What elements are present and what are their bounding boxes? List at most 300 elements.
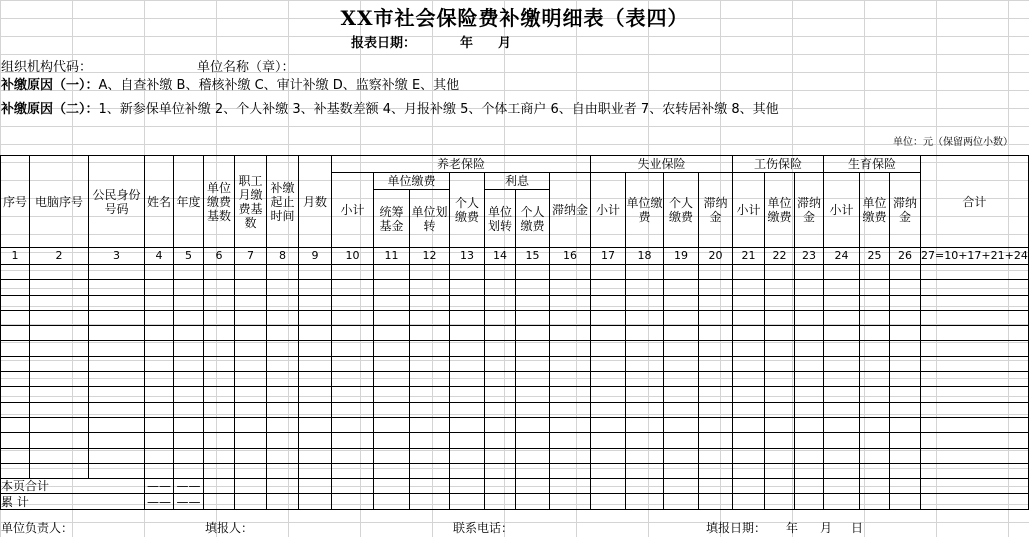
table-cell[interactable] — [89, 402, 145, 417]
table-cell[interactable] — [699, 295, 733, 310]
table-cell[interactable] — [921, 265, 1029, 280]
table-cell[interactable] — [765, 265, 795, 280]
table-cell[interactable] — [267, 326, 299, 341]
table-cell[interactable] — [410, 417, 450, 432]
table-cell[interactable] — [733, 387, 765, 402]
table-cell[interactable] — [733, 341, 765, 356]
table-cell[interactable] — [795, 417, 824, 432]
table-cell[interactable] — [299, 372, 332, 387]
table-cell[interactable] — [374, 341, 410, 356]
table-cell[interactable] — [795, 448, 824, 463]
table-cell[interactable] — [332, 433, 374, 448]
table-cell[interactable] — [890, 372, 921, 387]
table-cell[interactable] — [450, 295, 485, 310]
table-cell[interactable] — [765, 433, 795, 448]
table-cell[interactable] — [921, 356, 1029, 371]
table-cell[interactable] — [516, 448, 550, 463]
table-cell[interactable] — [450, 280, 485, 295]
table-cell[interactable] — [664, 448, 699, 463]
table-cell[interactable] — [235, 356, 267, 371]
table-cell[interactable] — [145, 310, 174, 325]
table-cell[interactable] — [795, 341, 824, 356]
table-cell[interactable] — [374, 433, 410, 448]
table-cell[interactable] — [890, 387, 921, 402]
table-cell[interactable] — [550, 280, 591, 295]
table-cell[interactable] — [332, 387, 374, 402]
table-cell[interactable] — [332, 280, 374, 295]
table-cell[interactable] — [550, 265, 591, 280]
table-cell[interactable] — [30, 402, 89, 417]
table-cell[interactable] — [591, 417, 626, 432]
table-cell[interactable] — [516, 417, 550, 432]
table-cell[interactable] — [824, 448, 860, 463]
table-cell[interactable] — [1, 448, 30, 463]
table-cell[interactable] — [204, 448, 235, 463]
table-cell[interactable] — [550, 417, 591, 432]
table-cell[interactable] — [235, 402, 267, 417]
table-cell[interactable] — [699, 463, 733, 478]
table-cell[interactable] — [699, 402, 733, 417]
table-cell[interactable] — [1, 417, 30, 432]
table-cell[interactable] — [591, 280, 626, 295]
table-cell[interactable] — [733, 326, 765, 341]
table-cell[interactable] — [332, 356, 374, 371]
table-cell[interactable] — [921, 372, 1029, 387]
table-cell[interactable] — [516, 356, 550, 371]
table-cell[interactable] — [374, 280, 410, 295]
table-cell[interactable] — [860, 417, 890, 432]
table-cell[interactable] — [664, 295, 699, 310]
table-cell[interactable] — [626, 433, 664, 448]
table-cell[interactable] — [332, 310, 374, 325]
table-cell[interactable] — [795, 463, 824, 478]
table-cell[interactable] — [374, 448, 410, 463]
table-cell[interactable] — [450, 463, 485, 478]
table-cell[interactable] — [235, 326, 267, 341]
table-cell[interactable] — [89, 417, 145, 432]
table-cell[interactable] — [204, 356, 235, 371]
table-cell[interactable] — [699, 280, 733, 295]
table-cell[interactable] — [332, 402, 374, 417]
table-cell[interactable] — [30, 341, 89, 356]
table-cell[interactable] — [1, 265, 30, 280]
table-cell[interactable] — [30, 265, 89, 280]
table-cell[interactable] — [921, 448, 1029, 463]
table-cell[interactable] — [516, 280, 550, 295]
table-cell[interactable] — [30, 463, 89, 478]
table-cell[interactable] — [664, 280, 699, 295]
table-cell[interactable] — [235, 463, 267, 478]
table-cell[interactable] — [450, 417, 485, 432]
table-cell[interactable] — [824, 372, 860, 387]
table-cell[interactable] — [795, 433, 824, 448]
table-cell[interactable] — [860, 356, 890, 371]
table-cell[interactable] — [267, 417, 299, 432]
table-cell[interactable] — [1, 387, 30, 402]
table-cell[interactable] — [410, 356, 450, 371]
table-cell[interactable] — [824, 265, 860, 280]
table-cell[interactable] — [591, 433, 626, 448]
table-cell[interactable] — [733, 402, 765, 417]
table-cell[interactable] — [174, 433, 204, 448]
table-cell[interactable] — [174, 402, 204, 417]
table-cell[interactable] — [145, 417, 174, 432]
table-cell[interactable] — [550, 372, 591, 387]
table-cell[interactable] — [299, 463, 332, 478]
table-cell[interactable] — [699, 326, 733, 341]
table-cell[interactable] — [235, 341, 267, 356]
table-cell[interactable] — [733, 265, 765, 280]
table-cell[interactable] — [1, 295, 30, 310]
table-cell[interactable] — [921, 341, 1029, 356]
table-cell[interactable] — [890, 402, 921, 417]
table-cell[interactable] — [591, 326, 626, 341]
table-cell[interactable] — [267, 310, 299, 325]
table-cell[interactable] — [332, 463, 374, 478]
table-cell[interactable] — [733, 295, 765, 310]
table-cell[interactable] — [795, 402, 824, 417]
table-cell[interactable] — [795, 295, 824, 310]
table-cell[interactable] — [921, 280, 1029, 295]
table-cell[interactable] — [485, 295, 516, 310]
table-cell[interactable] — [374, 372, 410, 387]
table-cell[interactable] — [410, 402, 450, 417]
table-cell[interactable] — [174, 341, 204, 356]
table-cell[interactable] — [591, 402, 626, 417]
table-cell[interactable] — [410, 387, 450, 402]
table-cell[interactable] — [1, 356, 30, 371]
table-cell[interactable] — [174, 387, 204, 402]
table-cell[interactable] — [765, 326, 795, 341]
table-cell[interactable] — [860, 402, 890, 417]
table-cell[interactable] — [860, 265, 890, 280]
table-cell[interactable] — [699, 356, 733, 371]
table-cell[interactable] — [374, 326, 410, 341]
table-cell[interactable] — [626, 295, 664, 310]
table-cell[interactable] — [410, 326, 450, 341]
table-cell[interactable] — [30, 387, 89, 402]
table-cell[interactable] — [235, 448, 267, 463]
table-cell[interactable] — [591, 310, 626, 325]
table-cell[interactable] — [30, 356, 89, 371]
table-cell[interactable] — [550, 341, 591, 356]
table-cell[interactable] — [765, 448, 795, 463]
table-cell[interactable] — [299, 356, 332, 371]
table-cell[interactable] — [89, 387, 145, 402]
table-cell[interactable] — [30, 448, 89, 463]
table-cell[interactable] — [450, 433, 485, 448]
table-cell[interactable] — [733, 280, 765, 295]
table-cell[interactable] — [550, 448, 591, 463]
table-cell[interactable] — [516, 402, 550, 417]
table-cell[interactable] — [267, 402, 299, 417]
table-cell[interactable] — [145, 463, 174, 478]
table-cell[interactable] — [860, 295, 890, 310]
table-cell[interactable] — [860, 448, 890, 463]
table-cell[interactable] — [550, 402, 591, 417]
table-cell[interactable] — [699, 341, 733, 356]
table-cell[interactable] — [410, 341, 450, 356]
table-cell[interactable] — [765, 402, 795, 417]
table-cell[interactable] — [174, 372, 204, 387]
table-cell[interactable] — [299, 387, 332, 402]
table-cell[interactable] — [664, 402, 699, 417]
table-cell[interactable] — [516, 341, 550, 356]
table-cell[interactable] — [174, 356, 204, 371]
table-cell[interactable] — [626, 448, 664, 463]
table-cell[interactable] — [765, 417, 795, 432]
table-cell[interactable] — [921, 433, 1029, 448]
table-cell[interactable] — [30, 433, 89, 448]
table-cell[interactable] — [550, 295, 591, 310]
table-cell[interactable] — [626, 372, 664, 387]
table-cell[interactable] — [267, 341, 299, 356]
table-cell[interactable] — [485, 463, 516, 478]
table-cell[interactable] — [235, 387, 267, 402]
table-cell[interactable] — [374, 402, 410, 417]
table-cell[interactable] — [267, 387, 299, 402]
table-cell[interactable] — [410, 280, 450, 295]
table-cell[interactable] — [824, 295, 860, 310]
table-cell[interactable] — [824, 417, 860, 432]
table-cell[interactable] — [374, 265, 410, 280]
table-cell[interactable] — [550, 310, 591, 325]
table-cell[interactable] — [890, 265, 921, 280]
table-cell[interactable] — [516, 372, 550, 387]
table-cell[interactable] — [733, 448, 765, 463]
table-cell[interactable] — [664, 463, 699, 478]
table-cell[interactable] — [30, 280, 89, 295]
table-cell[interactable] — [299, 402, 332, 417]
table-cell[interactable] — [860, 341, 890, 356]
table-cell[interactable] — [485, 341, 516, 356]
table-cell[interactable] — [267, 433, 299, 448]
table-cell[interactable] — [267, 463, 299, 478]
table-cell[interactable] — [30, 310, 89, 325]
table-cell[interactable] — [145, 341, 174, 356]
table-cell[interactable] — [235, 433, 267, 448]
table-cell[interactable] — [1, 402, 30, 417]
table-cell[interactable] — [626, 402, 664, 417]
table-cell[interactable] — [550, 433, 591, 448]
table-cell[interactable] — [699, 417, 733, 432]
table-cell[interactable] — [174, 265, 204, 280]
table-cell[interactable] — [824, 433, 860, 448]
table-cell[interactable] — [145, 448, 174, 463]
table-cell[interactable] — [699, 387, 733, 402]
table-cell[interactable] — [824, 356, 860, 371]
table-cell[interactable] — [299, 295, 332, 310]
table-cell[interactable] — [765, 310, 795, 325]
table-cell[interactable] — [1, 280, 30, 295]
table-cell[interactable] — [145, 372, 174, 387]
table-cell[interactable] — [591, 295, 626, 310]
table-cell[interactable] — [299, 341, 332, 356]
table-cell[interactable] — [516, 310, 550, 325]
table-cell[interactable] — [591, 265, 626, 280]
table-cell[interactable] — [89, 463, 145, 478]
table-cell[interactable] — [332, 265, 374, 280]
table-cell[interactable] — [921, 295, 1029, 310]
table-cell[interactable] — [235, 295, 267, 310]
table-cell[interactable] — [626, 417, 664, 432]
table-cell[interactable] — [516, 326, 550, 341]
table-cell[interactable] — [824, 463, 860, 478]
table-cell[interactable] — [591, 341, 626, 356]
table-cell[interactable] — [550, 356, 591, 371]
table-cell[interactable] — [664, 417, 699, 432]
table-cell[interactable] — [860, 326, 890, 341]
table-cell[interactable] — [890, 463, 921, 478]
table-cell[interactable] — [299, 448, 332, 463]
table-cell[interactable] — [299, 280, 332, 295]
table-cell[interactable] — [921, 310, 1029, 325]
table-cell[interactable] — [410, 463, 450, 478]
table-cell[interactable] — [410, 310, 450, 325]
table-cell[interactable] — [30, 326, 89, 341]
table-cell[interactable] — [374, 463, 410, 478]
table-cell[interactable] — [374, 310, 410, 325]
table-cell[interactable] — [1, 326, 30, 341]
table-cell[interactable] — [204, 295, 235, 310]
table-cell[interactable] — [860, 310, 890, 325]
table-cell[interactable] — [145, 326, 174, 341]
table-cell[interactable] — [204, 280, 235, 295]
table-cell[interactable] — [890, 356, 921, 371]
table-cell[interactable] — [174, 310, 204, 325]
table-cell[interactable] — [699, 265, 733, 280]
table-cell[interactable] — [332, 448, 374, 463]
table-cell[interactable] — [89, 433, 145, 448]
table-cell[interactable] — [824, 341, 860, 356]
table-cell[interactable] — [626, 310, 664, 325]
table-cell[interactable] — [824, 387, 860, 402]
table-cell[interactable] — [795, 387, 824, 402]
table-cell[interactable] — [145, 280, 174, 295]
table-cell[interactable] — [550, 326, 591, 341]
table-cell[interactable] — [890, 433, 921, 448]
table-cell[interactable] — [626, 265, 664, 280]
table-cell[interactable] — [765, 463, 795, 478]
table-cell[interactable] — [890, 417, 921, 432]
table-cell[interactable] — [795, 326, 824, 341]
table-cell[interactable] — [299, 433, 332, 448]
table-cell[interactable] — [174, 417, 204, 432]
table-cell[interactable] — [204, 433, 235, 448]
table-cell[interactable] — [921, 463, 1029, 478]
table-cell[interactable] — [485, 372, 516, 387]
table-cell[interactable] — [765, 387, 795, 402]
table-cell[interactable] — [921, 402, 1029, 417]
table-cell[interactable] — [450, 387, 485, 402]
table-cell[interactable] — [921, 387, 1029, 402]
table-cell[interactable] — [485, 402, 516, 417]
table-cell[interactable] — [765, 356, 795, 371]
table-cell[interactable] — [699, 372, 733, 387]
table-cell[interactable] — [699, 448, 733, 463]
table-cell[interactable] — [765, 341, 795, 356]
table-cell[interactable] — [204, 463, 235, 478]
table-cell[interactable] — [795, 310, 824, 325]
table-cell[interactable] — [664, 433, 699, 448]
table-cell[interactable] — [267, 356, 299, 371]
table-cell[interactable] — [550, 463, 591, 478]
table-cell[interactable] — [145, 295, 174, 310]
table-cell[interactable] — [204, 341, 235, 356]
table-cell[interactable] — [145, 387, 174, 402]
table-cell[interactable] — [1, 463, 30, 478]
table-cell[interactable] — [410, 295, 450, 310]
table-cell[interactable] — [485, 310, 516, 325]
table-cell[interactable] — [626, 280, 664, 295]
table-cell[interactable] — [795, 356, 824, 371]
table-cell[interactable] — [890, 341, 921, 356]
table-cell[interactable] — [89, 356, 145, 371]
table-cell[interactable] — [664, 341, 699, 356]
table-cell[interactable] — [410, 448, 450, 463]
table-cell[interactable] — [516, 295, 550, 310]
table-cell[interactable] — [410, 265, 450, 280]
table-cell[interactable] — [626, 387, 664, 402]
table-cell[interactable] — [485, 387, 516, 402]
table-cell[interactable] — [174, 448, 204, 463]
table-cell[interactable] — [89, 310, 145, 325]
table-cell[interactable] — [1, 433, 30, 448]
table-cell[interactable] — [450, 402, 485, 417]
table-cell[interactable] — [145, 433, 174, 448]
table-cell[interactable] — [204, 387, 235, 402]
table-cell[interactable] — [733, 310, 765, 325]
table-cell[interactable] — [516, 433, 550, 448]
table-cell[interactable] — [89, 280, 145, 295]
table-cell[interactable] — [204, 310, 235, 325]
table-cell[interactable] — [550, 387, 591, 402]
table-cell[interactable] — [591, 356, 626, 371]
table-cell[interactable] — [699, 433, 733, 448]
table-cell[interactable] — [235, 280, 267, 295]
table-cell[interactable] — [89, 326, 145, 341]
table-cell[interactable] — [733, 372, 765, 387]
table-cell[interactable] — [299, 326, 332, 341]
table-cell[interactable] — [626, 463, 664, 478]
table-cell[interactable] — [485, 433, 516, 448]
table-cell[interactable] — [664, 372, 699, 387]
table-cell[interactable] — [204, 265, 235, 280]
table-cell[interactable] — [591, 448, 626, 463]
table-cell[interactable] — [921, 326, 1029, 341]
table-cell[interactable] — [267, 448, 299, 463]
table-cell[interactable] — [332, 417, 374, 432]
table-cell[interactable] — [485, 448, 516, 463]
table-cell[interactable] — [664, 326, 699, 341]
table-cell[interactable] — [89, 372, 145, 387]
table-cell[interactable] — [824, 310, 860, 325]
table-cell[interactable] — [332, 341, 374, 356]
table-cell[interactable] — [450, 448, 485, 463]
table-cell[interactable] — [145, 356, 174, 371]
table-cell[interactable] — [890, 280, 921, 295]
table-cell[interactable] — [450, 265, 485, 280]
table-cell[interactable] — [860, 433, 890, 448]
table-cell[interactable] — [89, 295, 145, 310]
table-cell[interactable] — [733, 356, 765, 371]
table-cell[interactable] — [89, 341, 145, 356]
table-cell[interactable] — [516, 265, 550, 280]
table-cell[interactable] — [795, 372, 824, 387]
table-cell[interactable] — [374, 356, 410, 371]
table-cell[interactable] — [626, 326, 664, 341]
table-cell[interactable] — [299, 265, 332, 280]
